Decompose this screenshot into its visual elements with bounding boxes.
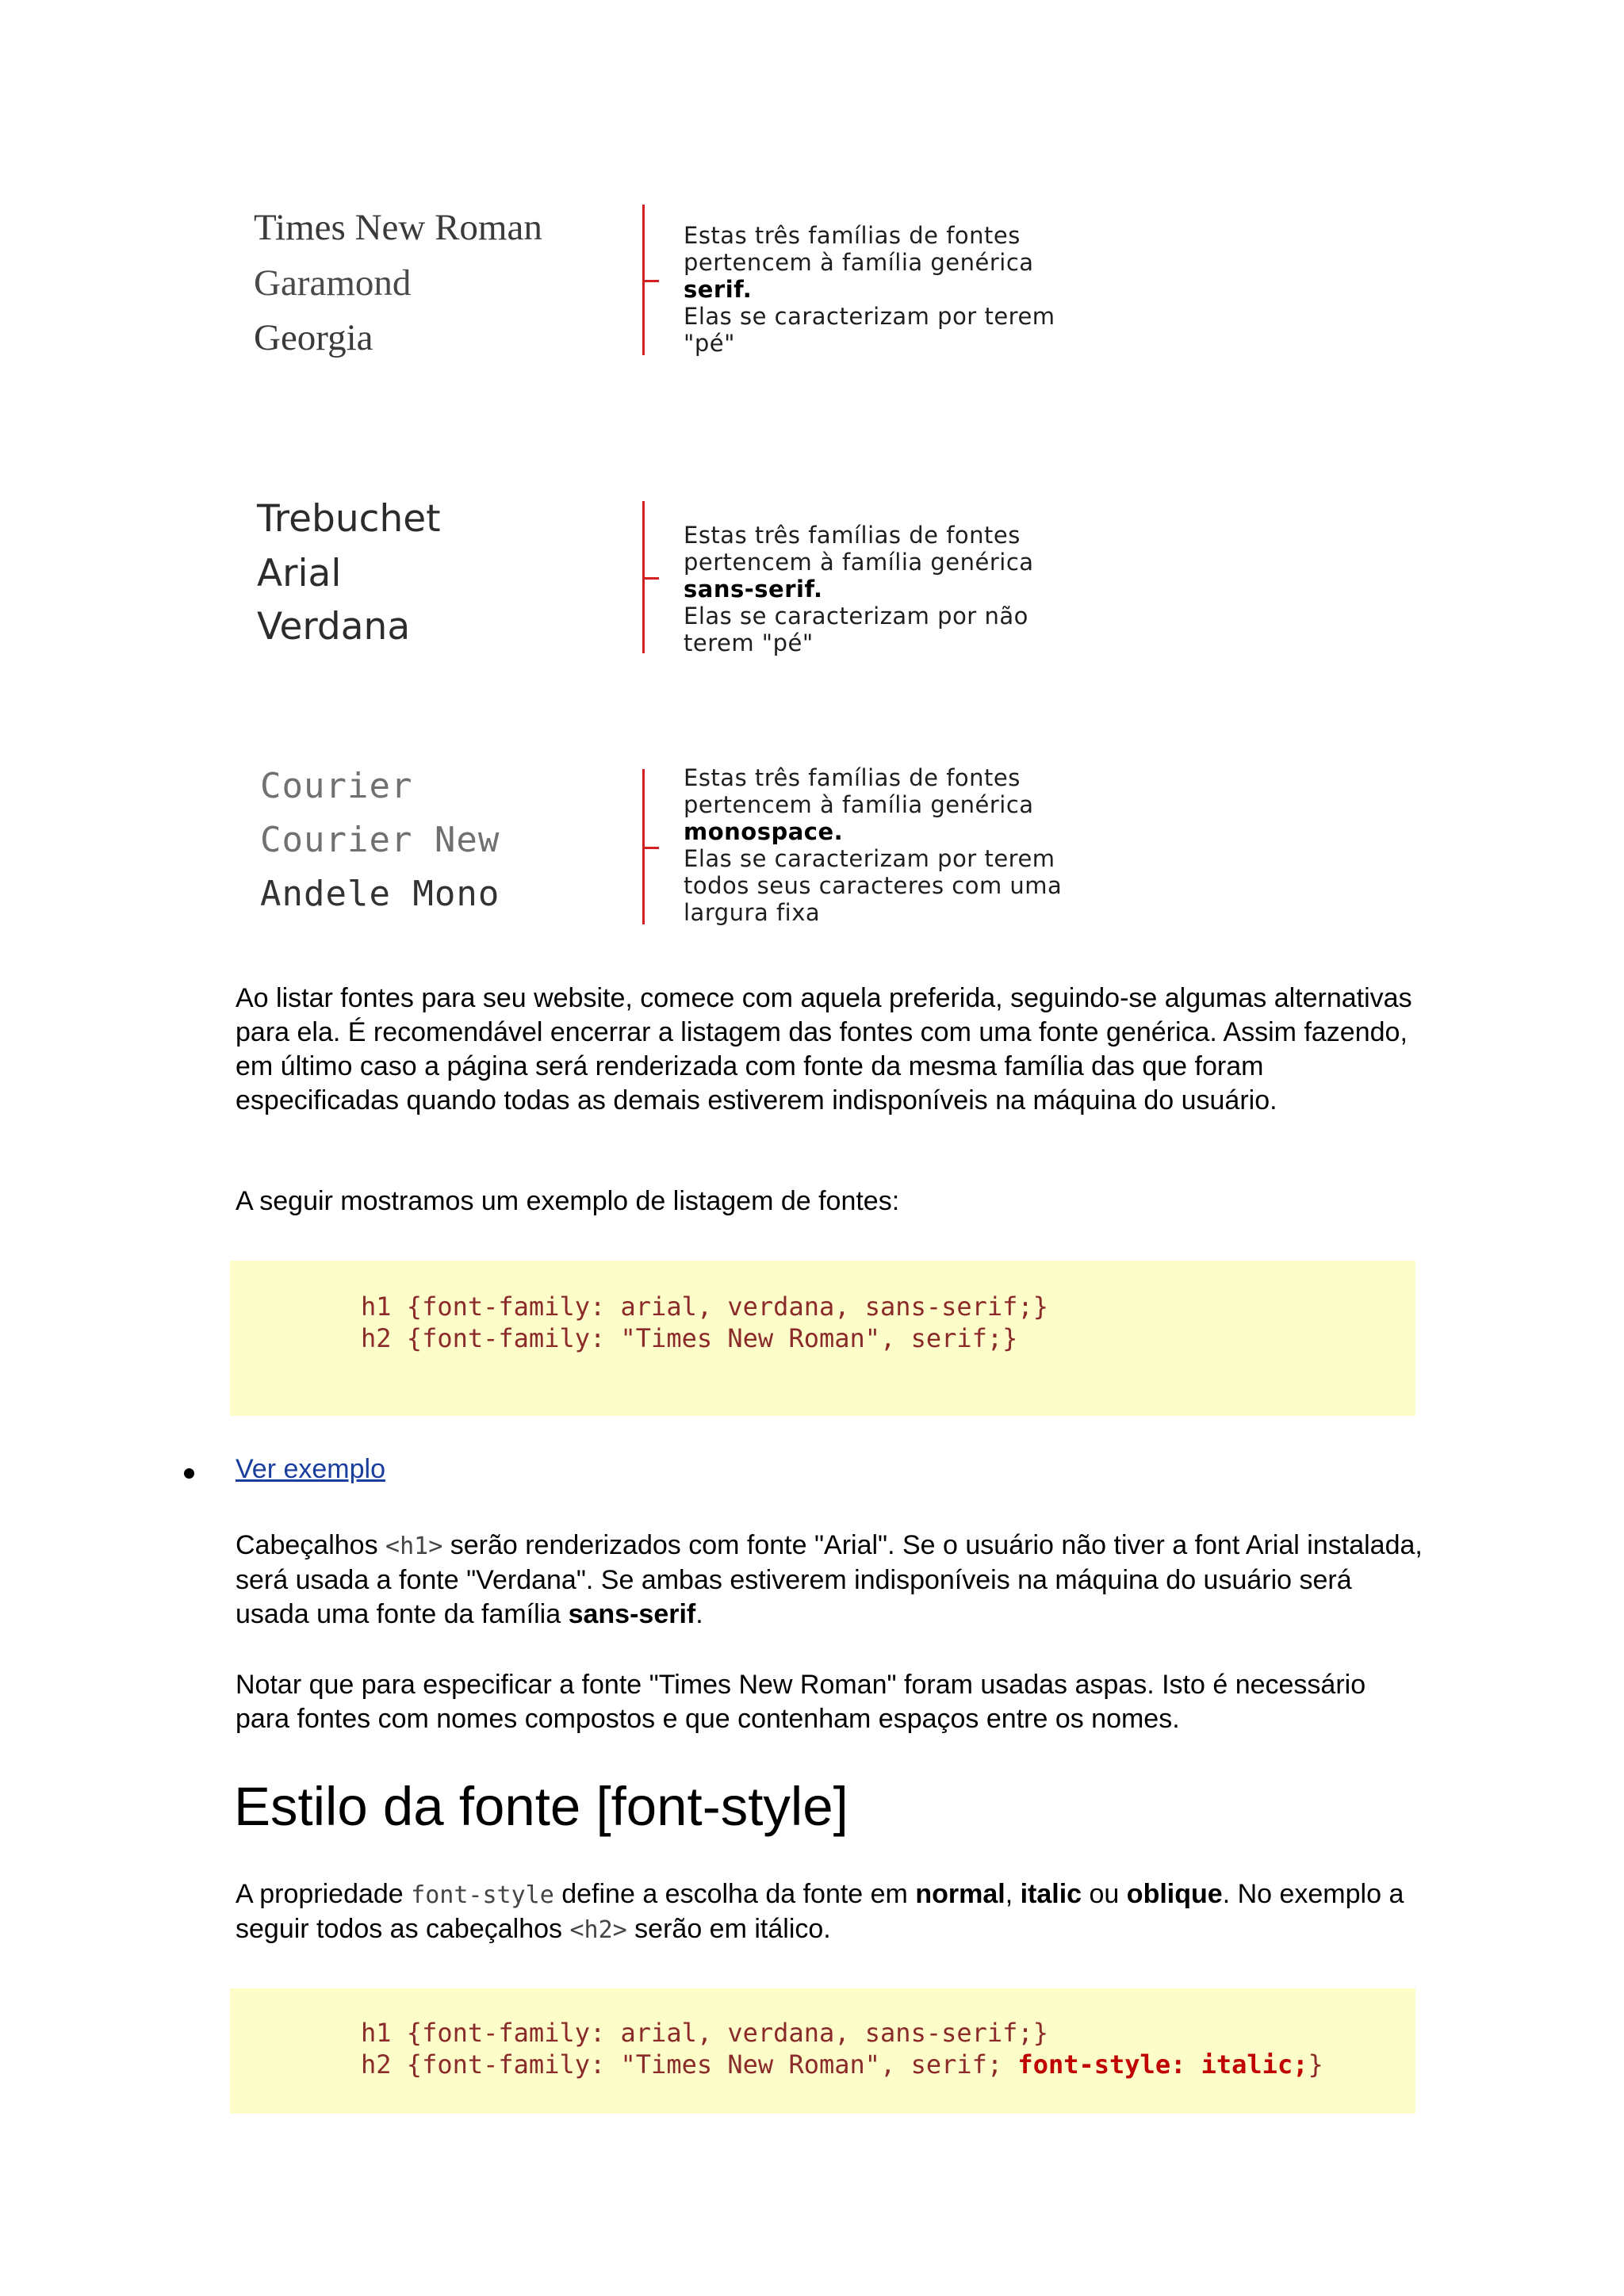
serif-description: Estas três famílias de fontes pertencem à família genérica serif. Elas se caracterizam por terem "pé" — [684, 222, 1055, 357]
sample-georgia: Georgia — [254, 317, 373, 358]
sample-courier: Courier — [260, 766, 413, 806]
sample-courier-new: Courier New — [260, 820, 500, 860]
sample-andele-mono: Andele Mono — [260, 874, 500, 914]
brace-divider — [642, 769, 661, 924]
code-block — [230, 1988, 1415, 2114]
bullet-icon — [184, 1468, 194, 1479]
sample-arial: Arial — [257, 552, 342, 595]
quotes-paragraph: Notar que para especificar a fonte "Times New Roman" foram usadas aspas. Isto é necessário para fontes com nomes compostos e que contenham espaços entre os nomes. — [236, 1670, 1366, 1734]
highlighted-code: font-style: italic; — [1017, 2049, 1308, 2080]
mono-description: Estas três famílias de fontes pertencem à família genérica monospace. Elas se caracterizam por terem todos seus caracteres com uma largura fixa — [684, 764, 1063, 926]
brace-divider — [642, 205, 661, 355]
font-style-paragraph: A propriedade font-style define a escolha da fonte em normal, italic ou oblique. No exemplo a seguir todos as cabeçalhos <h2> serão em itálico. — [236, 1879, 1404, 1944]
sans-description: Estas três famílias de fontes pertencem à família genérica sans-serif. Elas se caracterizam por não terem "pé" — [684, 522, 1034, 656]
headers-paragraph: Cabeçalhos <h1> serão renderizados com fonte "Arial". Se o usuário não tiver a font Arial instalada, será usada a fonte "Verdana". Se ambas estiverem indisponíveis na máquina do usuário será usada uma fonte da família sans-serif. — [236, 1530, 1423, 1629]
code-line: h2 {font-family: "Times New Roman", serif; font-style: italic;} — [361, 2049, 1323, 2080]
sample-garamond: Garamond — [254, 262, 412, 304]
section-heading: Estilo da fonte [font-style] — [234, 1776, 848, 1837]
ver-exemplo-link[interactable]: Ver exemplo — [236, 1454, 385, 1484]
inline-code: font-style — [411, 1881, 554, 1909]
inline-code: <h2> — [569, 1916, 627, 1944]
code-line: h1 {font-family: arial, verdana, sans-serif;} — [361, 1292, 1048, 1322]
code-line: h1 {font-family: arial, verdana, sans-serif;} — [361, 2018, 1048, 2048]
code-line: h2 {font-family: "Times New Roman", serif;} — [361, 1323, 1018, 1353]
brace-divider — [642, 501, 661, 653]
intro-paragraph: Ao listar fontes para seu website, comece com aquela preferida, seguindo-se algumas alternativas para ela. É recomendável encerrar a listagem das fontes com uma fonte genérica. Assim fazendo, em último caso a página será renderizada com fonte da mesma família das que foram especificadas quando todas as demais estiverem indisponíveis na máquina do usuário. — [236, 983, 1412, 1115]
example-intro: A seguir mostramos um exemplo de listagem de fontes: — [236, 1186, 900, 1216]
code-block — [230, 1261, 1415, 1416]
sample-verdana: Verdana — [257, 605, 411, 649]
sample-trebuchet: Trebuchet — [257, 497, 441, 541]
inline-code: <h1> — [385, 1533, 443, 1560]
sample-times-new-roman: Times New Roman — [254, 207, 542, 248]
